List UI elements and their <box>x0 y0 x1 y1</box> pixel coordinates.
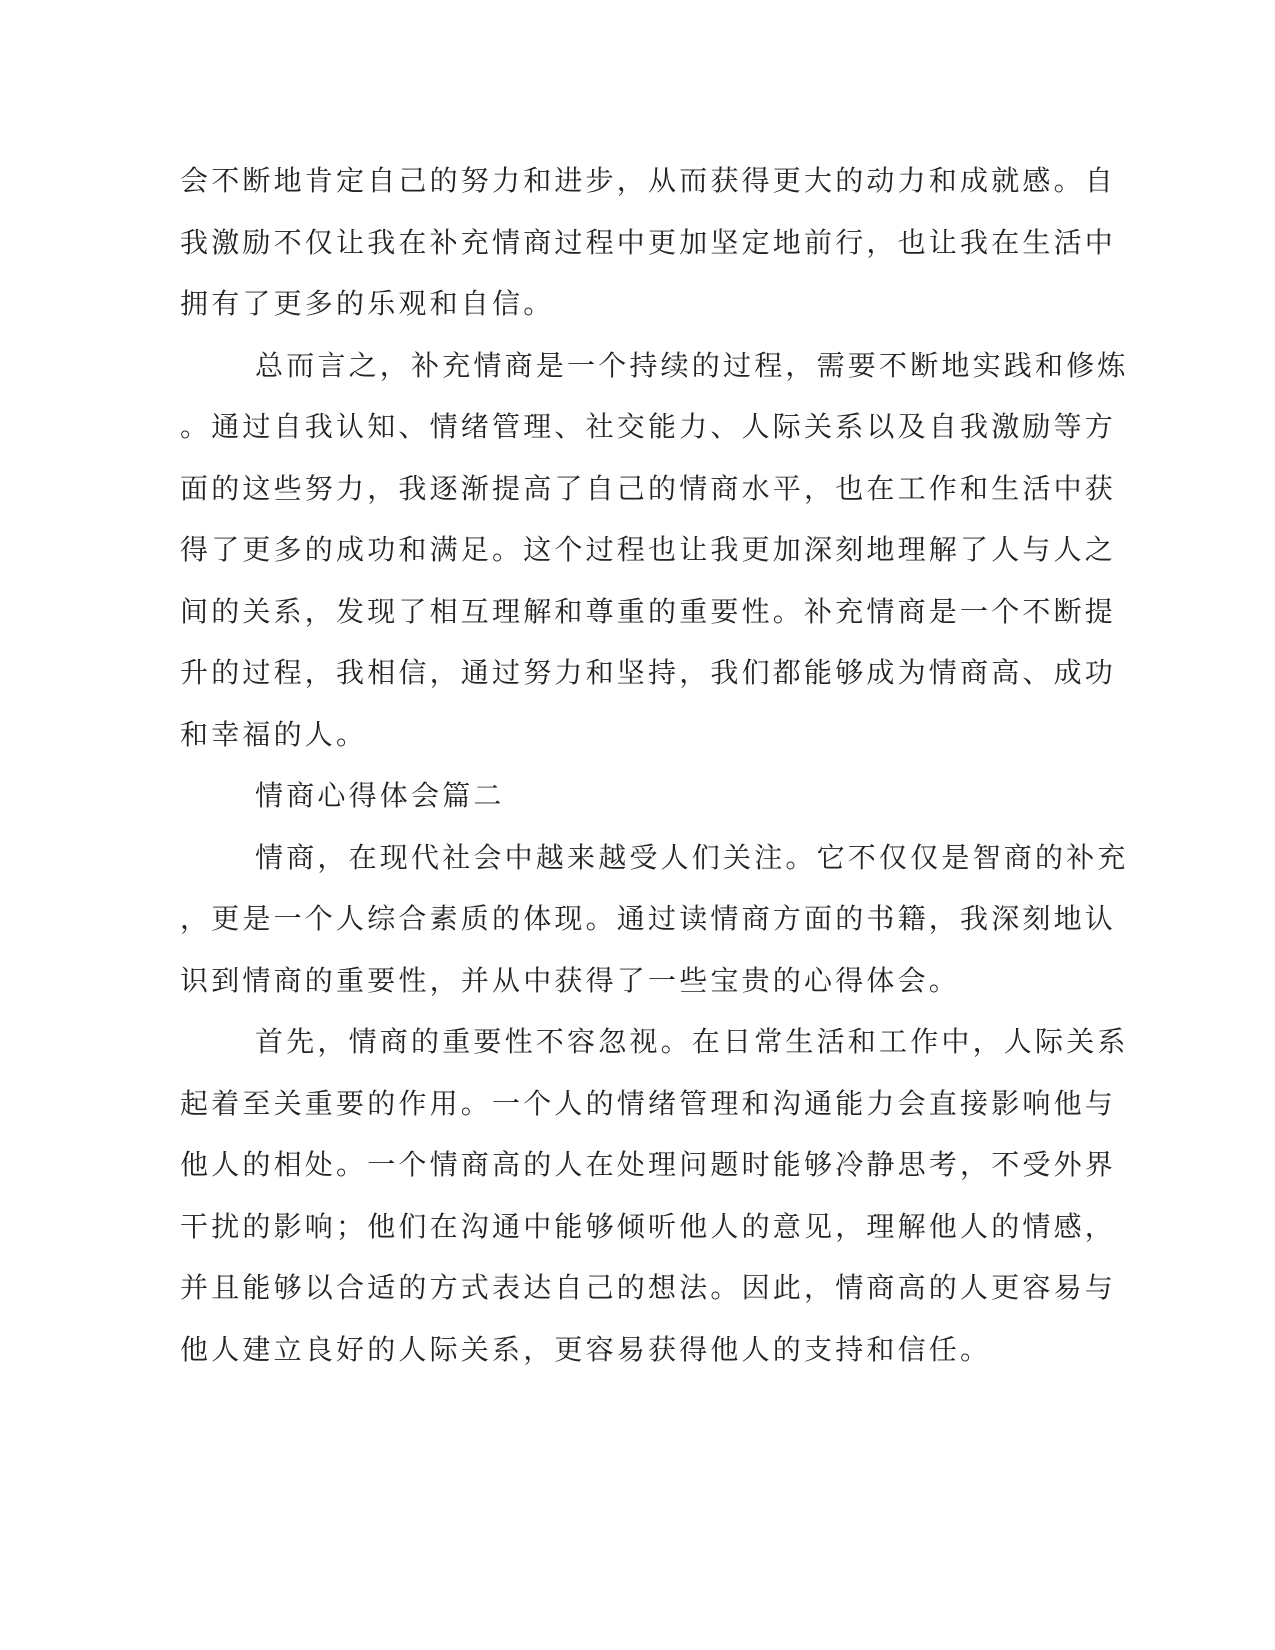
text-line: 得了更多的成功和满足。这个过程也让我更加深刻地理解了人与人之 <box>180 533 1117 566</box>
text-line: 和幸福的人。 <box>180 717 368 751</box>
text-line: 。通过自我认知、情绪管理、社交能力、人际关系以及自我激励等方 <box>180 410 1117 443</box>
text-line: 他人的相处。一个情商高的人在处理问题时能够冷静思考，不受外界 <box>180 1148 1117 1181</box>
text-line: 间的关系，发现了相互理解和尊重的重要性。补充情商是一个不断提 <box>180 594 1117 628</box>
text-line: 会不断地肯定自己的努力和进步，从而获得更大的动力和成就感。自 <box>180 164 1117 197</box>
text-line: 干扰的影响；他们在沟通中能够倾听他人的意见，理解他人的情感， <box>180 1209 1117 1243</box>
paragraph-intro <box>180 827 1205 1012</box>
text-line: 拥有了更多的乐观和自信。 <box>180 287 555 320</box>
text-line: 总而言之，补充情商是一个持续的过程，需要不断地实践和修炼 <box>255 348 1129 382</box>
paragraph-importance <box>180 1011 1205 1380</box>
text-line: 首先，情商的重要性不容忽视。在日常生活和工作中，人际关系 <box>255 1025 1129 1058</box>
paragraph-self-motivation-end <box>180 150 1205 335</box>
text-line: 升的过程，我相信，通过努力和坚持，我们都能够成为情商高、成功 <box>180 656 1117 689</box>
text-line: 面的这些努力，我逐渐提高了自己的情商水平，也在工作和生活中获 <box>180 471 1117 505</box>
section-title: 情商心得体会篇二 <box>255 779 505 812</box>
document-body <box>180 150 1205 1380</box>
text-line: ，更是一个人综合素质的体现。通过读情商方面的书籍，我深刻地认 <box>180 902 1117 935</box>
text-line: 情商，在现代社会中越来越受人们关注。它不仅仅是智商的补充 <box>255 840 1129 874</box>
section-heading <box>180 765 1205 827</box>
paragraph-conclusion <box>180 335 1205 766</box>
text-line: 他人建立良好的人际关系，更容易获得他人的支持和信任。 <box>180 1332 992 1366</box>
text-line: 识到情商的重要性，并从中获得了一些宝贵的心得体会。 <box>180 963 961 997</box>
text-line: 起着至关重要的作用。一个人的情绪管理和沟通能力会直接影响他与 <box>180 1086 1117 1120</box>
text-line: 我激励不仅让我在补充情商过程中更加坚定地前行，也让我在生活中 <box>180 225 1117 259</box>
text-line: 并且能够以合适的方式表达自己的想法。因此，情商高的人更容易与 <box>180 1271 1117 1304</box>
